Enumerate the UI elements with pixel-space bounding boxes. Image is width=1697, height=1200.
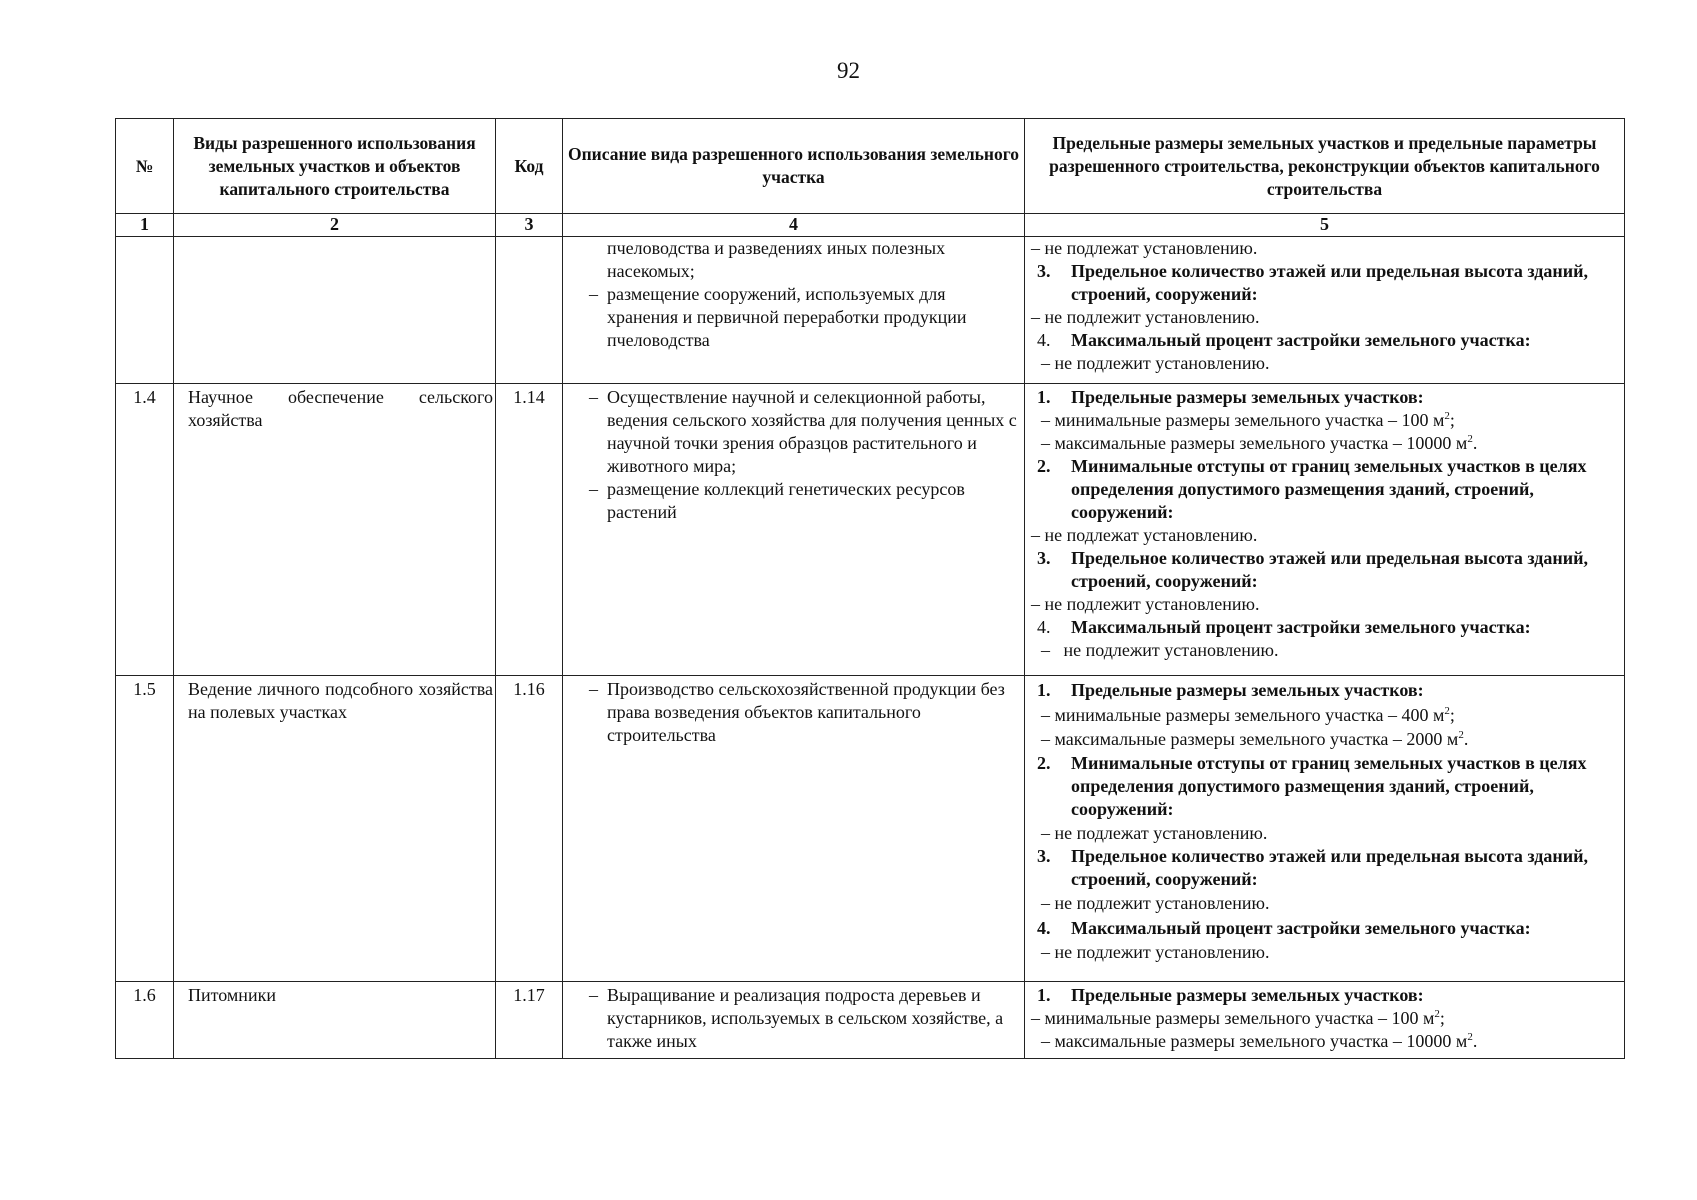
param-heading bbox=[1031, 984, 1618, 1007]
row-description bbox=[563, 676, 1025, 982]
description-item-text: размещение сооружений, используемых для хранения и первичной переработки продукции пчеловодства bbox=[607, 284, 967, 350]
table-header-row bbox=[116, 119, 1625, 214]
param-value: – не подлежат установлению. bbox=[1031, 238, 1258, 258]
table-row bbox=[116, 982, 1625, 1059]
row-use-type: Питомники bbox=[174, 982, 496, 1059]
description-item-text: Производство сельскохозяйственной продукции без права возведения объектов капитального строительства bbox=[607, 679, 1005, 745]
superscript: 2 bbox=[1467, 1031, 1473, 1043]
punctuation: ; bbox=[1449, 704, 1455, 725]
punctuation: ; bbox=[1449, 410, 1455, 430]
param-heading-number: 2. bbox=[1037, 752, 1051, 773]
param-heading bbox=[1031, 678, 1618, 703]
param-heading bbox=[1031, 547, 1618, 593]
row-parameters bbox=[1025, 676, 1625, 982]
row-description bbox=[563, 237, 1025, 384]
header-code: Код bbox=[496, 119, 563, 214]
superscript: 2 bbox=[1444, 410, 1450, 422]
param-heading-text: Предельные размеры земельных участков: bbox=[1071, 680, 1424, 700]
param-heading-number: 4. bbox=[1037, 917, 1051, 938]
param-heading-text: Предельные размеры земельных участков: bbox=[1071, 387, 1424, 407]
row-code: 1.14 bbox=[496, 384, 563, 676]
row-parameters bbox=[1025, 982, 1625, 1059]
param-value: – не подлежат установлению. bbox=[1031, 525, 1258, 545]
description-item bbox=[569, 386, 1018, 478]
page-number: 92 bbox=[837, 58, 860, 83]
row-number: 1.5 bbox=[116, 676, 174, 982]
dash-glyph: – bbox=[589, 284, 598, 304]
param-heading-number: 1. bbox=[1037, 680, 1051, 700]
param-heading-text: Максимальный процент застройки земельного участка: bbox=[1071, 917, 1531, 938]
param-heading-number: 2. bbox=[1037, 456, 1051, 476]
param-min-size bbox=[1031, 1007, 1618, 1030]
param-heading-text: Предельное количество этажей или предельная высота зданий, строений, сооружений: bbox=[1071, 846, 1589, 889]
description-item bbox=[569, 984, 1018, 1053]
description-continuation: пчеловодства и разведениях иных полезных bbox=[607, 238, 946, 258]
column-number: 5 bbox=[1025, 214, 1625, 237]
param-value: – не подлежит установлению. bbox=[1031, 594, 1260, 614]
row-number bbox=[116, 237, 174, 384]
superscript: 2 bbox=[1458, 729, 1464, 741]
param-heading-text: Минимальные отступы от границ земельных участков в целях определения допустимого размещения зданий, строений, сооружений: bbox=[1071, 752, 1587, 819]
row-description bbox=[563, 384, 1025, 676]
param-heading bbox=[1031, 616, 1618, 639]
param-min-size bbox=[1031, 703, 1618, 728]
row-description bbox=[563, 982, 1025, 1059]
param-heading bbox=[1031, 752, 1618, 821]
param-heading-number: 4. bbox=[1037, 617, 1051, 637]
superscript: 2 bbox=[1467, 433, 1473, 445]
param-min-size-text: – минимальные размеры земельного участка – 400 м bbox=[1041, 704, 1445, 725]
punctuation: . bbox=[1472, 433, 1478, 453]
dash-glyph: – bbox=[589, 985, 598, 1005]
table-row bbox=[116, 237, 1625, 384]
table-row bbox=[116, 676, 1625, 982]
param-heading bbox=[1031, 845, 1618, 891]
param-max-size-text: – максимальные размеры земельного участка – 10000 м bbox=[1041, 433, 1468, 453]
param-heading-number: 4. bbox=[1037, 330, 1051, 350]
punctuation: . bbox=[1463, 729, 1469, 749]
param-heading-text: Минимальные отступы от границ земельных участков в целях определения допустимого размещения зданий, строений, сооружений: bbox=[1071, 456, 1587, 522]
row-use-type: Ведение личного подсобного хозяйства на полевых участках bbox=[174, 676, 496, 982]
param-value: – не подлежит установлению. bbox=[1041, 640, 1279, 660]
description-item-text: Выращивание и реализация подроста деревьев и кустарников, используемых в сельском хозяйстве, а также иных bbox=[607, 985, 1004, 1051]
land-use-table bbox=[115, 118, 1625, 1059]
column-number-row bbox=[116, 214, 1625, 237]
description-item-text: размещение коллекций генетических ресурсов растений bbox=[607, 479, 965, 522]
row-code: 1.16 bbox=[496, 676, 563, 982]
punctuation: ; bbox=[1439, 1008, 1445, 1028]
row-code: 1.17 bbox=[496, 982, 563, 1059]
param-value: – не подлежит установлению. bbox=[1041, 353, 1270, 373]
row-number: 1.6 bbox=[116, 982, 174, 1059]
param-heading bbox=[1031, 916, 1618, 941]
row-use-type: Научное обеспечение сельского хозяйства bbox=[174, 384, 496, 676]
row-number: 1.4 bbox=[116, 384, 174, 676]
param-heading-number: 3. bbox=[1037, 548, 1051, 568]
param-heading-text: Предельное количество этажей или предельная высота зданий, строений, сооружений: bbox=[1071, 261, 1589, 304]
description-continuation: насекомых; bbox=[607, 261, 695, 281]
param-value: – не подлежит установлению. bbox=[1031, 307, 1260, 327]
param-heading-text: Максимальный процент застройки земельного участка: bbox=[1071, 330, 1531, 350]
description-item bbox=[569, 478, 1018, 524]
superscript: 2 bbox=[1434, 1008, 1440, 1020]
param-max-size bbox=[1031, 727, 1618, 752]
param-heading-number: 1. bbox=[1037, 387, 1051, 407]
param-value: – не подлежит установлению. bbox=[1041, 942, 1270, 962]
param-heading-number: 1. bbox=[1037, 985, 1051, 1005]
param-value: – не подлежит установлению. bbox=[1041, 893, 1270, 913]
param-max-size-text: – максимальные размеры земельного участка – 10000 м bbox=[1041, 1031, 1468, 1051]
row-parameters bbox=[1025, 237, 1625, 384]
description-item-text: Осуществление научной и селекционной работы, ведения сельского хозяйства для получения ценных с научной точки зрения образцов растительного и животного мира; bbox=[607, 387, 1017, 476]
table-row bbox=[116, 384, 1625, 676]
header-parameters: Предельные размеры земельных участков и предельные параметры разрешенного строительства, реконструкции объектов капитального строительства bbox=[1025, 119, 1625, 214]
row-use-type bbox=[174, 237, 496, 384]
superscript: 2 bbox=[1444, 704, 1450, 717]
param-heading-text: Предельные размеры земельных участков: bbox=[1071, 985, 1424, 1005]
param-heading-text: Предельное количество этажей или предельная высота зданий, строений, сооружений: bbox=[1071, 548, 1589, 591]
param-heading-number: 3. bbox=[1037, 846, 1051, 866]
param-max-size-text: – максимальные размеры земельного участка – 2000 м bbox=[1041, 729, 1459, 749]
row-code bbox=[496, 237, 563, 384]
param-heading-number: 3. bbox=[1037, 261, 1051, 281]
param-heading-text: Максимальный процент застройки земельного участка: bbox=[1071, 617, 1531, 637]
dash-glyph: – bbox=[589, 679, 598, 699]
param-max-size bbox=[1031, 1030, 1618, 1053]
column-number: 2 bbox=[174, 214, 496, 237]
dash-glyph: – bbox=[589, 479, 598, 499]
punctuation: . bbox=[1472, 1031, 1478, 1051]
param-max-size bbox=[1031, 432, 1618, 455]
param-heading bbox=[1031, 455, 1618, 524]
param-min-size bbox=[1031, 409, 1618, 432]
header-use-type: Виды разрешенного использования земельных участков и объектов капитального строительства bbox=[174, 119, 496, 214]
description-item bbox=[569, 678, 1018, 747]
param-heading bbox=[1031, 386, 1618, 409]
description-item bbox=[569, 283, 1018, 352]
param-min-size-text: – минимальные размеры земельного участка – 100 м bbox=[1041, 410, 1445, 430]
param-value: – не подлежат установлению. bbox=[1041, 822, 1268, 843]
column-number: 4 bbox=[563, 214, 1025, 237]
param-min-size-text: – минимальные размеры земельного участка – 100 м bbox=[1031, 1008, 1435, 1028]
param-heading bbox=[1031, 329, 1618, 352]
header-description: Описание вида разрешенного использования земельного участка bbox=[563, 119, 1025, 214]
header-number: № bbox=[116, 119, 174, 214]
column-number: 1 bbox=[116, 214, 174, 237]
dash-glyph: – bbox=[589, 387, 598, 407]
column-number: 3 bbox=[496, 214, 563, 237]
param-heading bbox=[1031, 260, 1618, 306]
row-parameters bbox=[1025, 384, 1625, 676]
